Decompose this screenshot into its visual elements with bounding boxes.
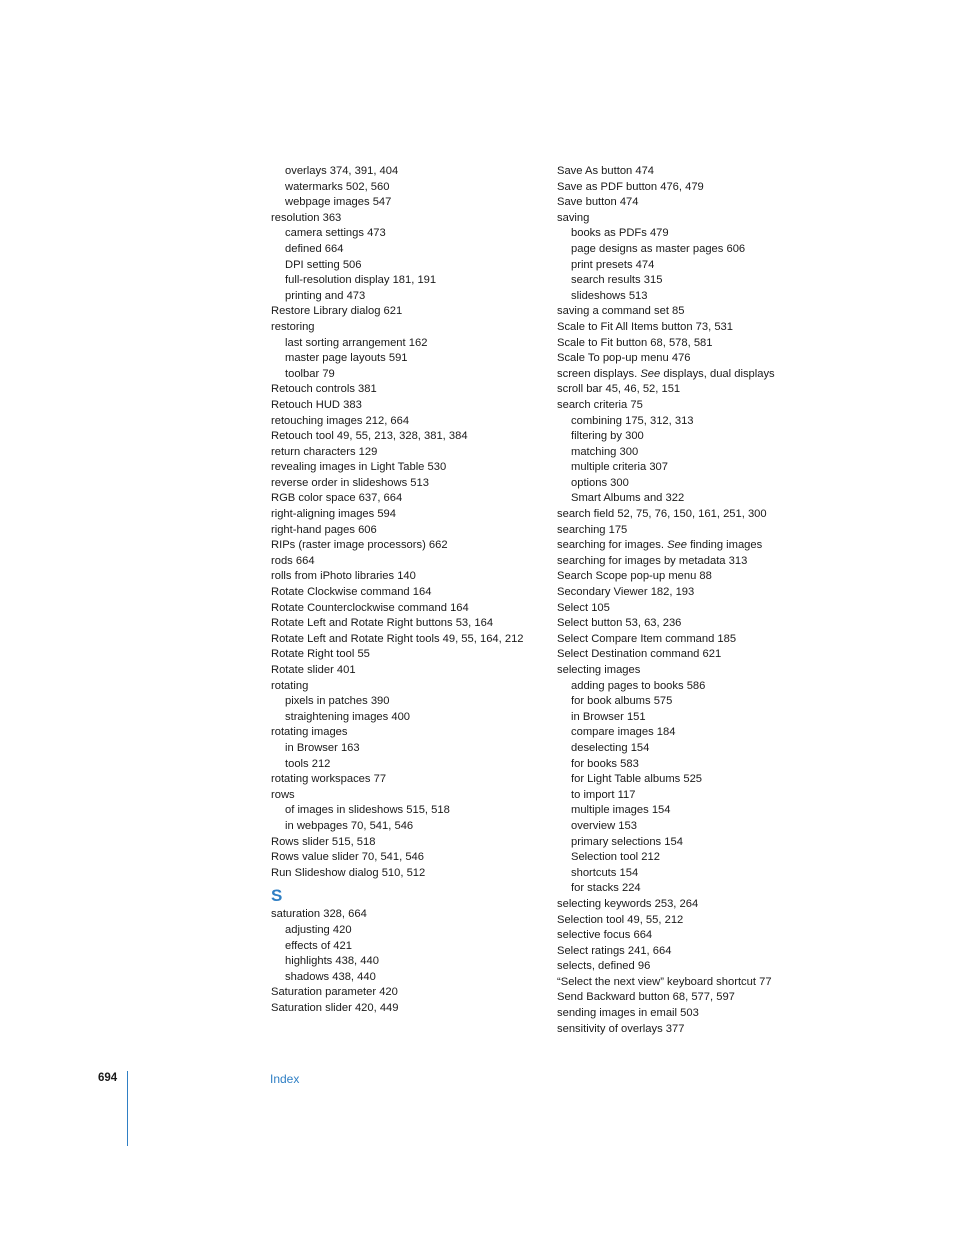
index-entry: Rows value slider 70, 541, 546 — [271, 851, 424, 864]
index-entry: rolls from iPhoto libraries 140 — [271, 570, 416, 583]
index-entry: Run Slideshow dialog 510, 512 — [271, 866, 426, 879]
index-entry: Secondary Viewer 182, 193 — [557, 586, 695, 599]
index-subentry: toolbar 79 — [285, 367, 335, 380]
index-entry: return characters 129 — [271, 445, 378, 458]
index-subentry: in Browser 163 — [285, 741, 360, 754]
index-subentry: watermarks 502, 560 — [285, 180, 390, 193]
index-entry-text: screen displays. — [557, 367, 641, 380]
index-subentry: overview 153 — [571, 819, 637, 832]
index-entry: Scale to Fit button 68, 578, 581 — [557, 336, 713, 349]
index-subentry: print presets 474 — [571, 258, 655, 271]
index-entry: Rotate Clockwise command 164 — [271, 586, 432, 599]
index-entry: RGB color space 637, 664 — [271, 492, 403, 505]
index-entry: rows — [271, 788, 295, 801]
index-entry: Rotate Left and Rotate Right buttons 53, 164 — [271, 617, 494, 630]
index-column-right — [557, 164, 857, 1037]
index-entry: saturation 328, 664 — [271, 908, 367, 921]
index-subentry: tools 212 — [285, 757, 331, 770]
index-entry: Search Scope pop-up menu 88 — [557, 570, 712, 583]
index-entry: saving a command set 85 — [557, 305, 685, 318]
index-entry: Select Destination command 621 — [557, 648, 722, 661]
index-entry: Restore Library dialog 621 — [271, 305, 403, 318]
index-subentry: deselecting 154 — [571, 741, 650, 754]
index-entry: Rotate Left and Rotate Right tools 49, 55, 164, 212 — [271, 632, 524, 645]
index-entry: Saturation parameter 420 — [271, 986, 398, 999]
index-subentry: camera settings 473 — [285, 227, 386, 240]
index-subentry: shadows 438, 440 — [285, 970, 376, 983]
index-entry: RIPs (raster image processors) 662 — [271, 539, 448, 552]
index-subentry: shortcuts 154 — [571, 866, 639, 879]
index-entry: selects, defined 96 — [557, 960, 651, 973]
index-subentry: last sorting arrangement 162 — [285, 336, 428, 349]
index-entry: Send Backward button 68, 577, 597 — [557, 991, 735, 1004]
index-entry: restoring — [271, 320, 315, 333]
index-entry: right-hand pages 606 — [271, 523, 377, 536]
index-entry: Rows slider 515, 518 — [271, 835, 376, 848]
index-entry: Retouch HUD 383 — [271, 398, 362, 411]
index-entry: selecting keywords 253, 264 — [557, 897, 699, 910]
index-subentry: Selection tool 212 — [571, 851, 660, 864]
index-subentry: search results 315 — [571, 274, 663, 287]
index-entry: saving — [557, 211, 590, 224]
index-subentry: options 300 — [571, 476, 629, 489]
index-subentry: of images in slideshows 515, 518 — [285, 804, 450, 817]
index-entry: Selection tool 49, 55, 212 — [557, 913, 684, 926]
index-subentry: webpage images 547 — [285, 196, 392, 209]
see-reference: See — [640, 367, 661, 380]
index-subentry: compare images 184 — [571, 726, 676, 739]
index-entry: searching 175 — [557, 523, 628, 536]
index-entry: search field 52, 75, 76, 150, 161, 251, 300 — [557, 508, 767, 521]
index-entry: Scale to Fit All Items button 73, 531 — [557, 320, 733, 333]
index-section-letter: S — [271, 886, 283, 906]
index-entry: sending images in email 503 — [557, 1007, 699, 1020]
index-subentry: adjusting 420 — [285, 923, 352, 936]
index-subentry: page designs as master pages 606 — [571, 242, 746, 255]
index-subentry: for books 583 — [571, 757, 639, 770]
see-target: finding images — [686, 539, 763, 552]
index-subentry: in Browser 151 — [571, 710, 646, 723]
index-subentry: in webpages 70, 541, 546 — [285, 819, 414, 832]
index-subentry: for Light Table albums 525 — [571, 773, 703, 786]
index-subentry: straightening images 400 — [285, 710, 411, 723]
index-subentry: primary selections 154 — [571, 835, 683, 848]
index-entry: retouching images 212, 664 — [271, 414, 410, 427]
index-subentry: Smart Albums and 322 — [571, 492, 685, 505]
index-entry: Rotate Counterclockwise command 164 — [271, 601, 469, 614]
index-entry: reverse order in slideshows 513 — [271, 476, 429, 489]
index-subentry: full-resolution display 181, 191 — [285, 274, 437, 287]
index-entry — [557, 367, 857, 383]
index-entry: Retouch controls 381 — [271, 383, 377, 396]
index-entry: Rotate Right tool 55 — [271, 648, 370, 661]
index-entry: Select button 53, 63, 236 — [557, 617, 682, 630]
index-entry: rotating workspaces 77 — [271, 773, 387, 786]
index-subentry: printing and 473 — [285, 289, 366, 302]
index-entry: search criteria 75 — [557, 398, 643, 411]
index-entry: Retouch tool 49, 55, 213, 328, 381, 384 — [271, 430, 468, 443]
index-entry — [557, 538, 857, 554]
index-subentry: for stacks 224 — [571, 882, 641, 895]
index-subentry: filtering by 300 — [571, 430, 644, 443]
index-subentry: to import 117 — [571, 788, 636, 801]
footer-section-label: Index — [270, 1072, 300, 1086]
index-entry: Scale To pop-up menu 476 — [557, 352, 691, 365]
index-entry: Rotate slider 401 — [271, 664, 356, 676]
index-subentry: effects of 421 — [285, 939, 352, 952]
index-subentry: matching 300 — [571, 445, 639, 458]
see-reference: See — [667, 539, 687, 552]
index-subentry: overlays 374, 391, 404 — [285, 165, 399, 177]
index-subentry: highlights 438, 440 — [285, 955, 379, 968]
index-subentry: combining 175, 312, 313 — [571, 414, 694, 427]
index-subentry: pixels in patches 390 — [285, 695, 390, 708]
index-entry: searching for images by metadata 313 — [557, 554, 748, 567]
index-entry: selecting images — [557, 664, 641, 676]
index-subentry: master page layouts 591 — [285, 352, 408, 365]
index-entry: Save button 474 — [557, 196, 639, 209]
index-subentry: defined 664 — [285, 242, 344, 255]
index-entry: Select 105 — [557, 601, 610, 614]
index-entry: rotating — [271, 679, 309, 692]
index-entry: Saturation slider 420, 449 — [271, 1001, 399, 1014]
index-entry: Save as PDF button 476, 479 — [557, 180, 704, 193]
index-entry: “Select the next view” keyboard shortcut 77 — [557, 975, 772, 988]
index-subentry: adding pages to books 586 — [571, 679, 706, 692]
index-entry: right-aligning images 594 — [271, 508, 397, 521]
index-subentry: books as PDFs 479 — [571, 227, 669, 240]
index-entry: Save As button 474 — [557, 165, 655, 177]
footer-divider — [127, 1071, 128, 1146]
index-entry: revealing images in Light Table 530 — [271, 461, 447, 474]
index-subentry: DPI setting 506 — [285, 258, 362, 271]
index-entry: resolution 363 — [271, 211, 342, 224]
index-entry: sensitivity of overlays 377 — [557, 1022, 685, 1035]
index-entry: Select Compare Item command 185 — [557, 632, 737, 645]
see-target: displays, dual displays — [660, 367, 775, 380]
index-entry: Select ratings 241, 664 — [557, 944, 672, 957]
index-subentry: multiple images 154 — [571, 804, 671, 817]
index-entry: rods 664 — [271, 554, 315, 567]
index-subentry: multiple criteria 307 — [571, 461, 669, 474]
index-column-left — [271, 164, 551, 1016]
index-subentry: slideshows 513 — [571, 289, 648, 302]
index-entry: rotating images — [271, 726, 348, 739]
index-entry: scroll bar 45, 46, 52, 151 — [557, 383, 681, 396]
page-number: 694 — [98, 1072, 118, 1084]
index-entry-text: searching for images. — [557, 539, 668, 552]
index-subentry: for book albums 575 — [571, 695, 673, 708]
index-entry: selective focus 664 — [557, 929, 653, 942]
